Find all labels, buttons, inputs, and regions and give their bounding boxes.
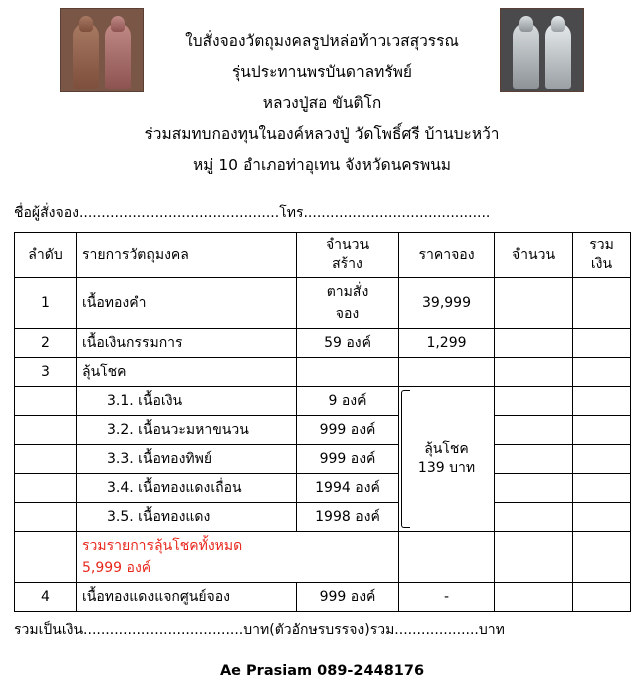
row31-total[interactable]: [573, 387, 631, 416]
header-no: ลำดับ: [15, 233, 77, 278]
row31-item: 3.1. เนื้อเงิน: [77, 387, 297, 416]
row2-total[interactable]: [573, 329, 631, 358]
title-line-2: รุ่นประทานพรบันดาลทรัพย์: [231, 63, 412, 81]
row32-qty[interactable]: [495, 416, 573, 445]
header-qty: จำนวน: [495, 233, 573, 278]
contact-info: Ae Prasiam 089-2448176: [219, 663, 425, 679]
row35-qty[interactable]: [495, 503, 573, 532]
table-header-row: [15, 233, 631, 278]
order-table: [14, 232, 631, 612]
row33-made: 999 องค์: [297, 445, 399, 474]
table-row: [15, 387, 631, 416]
row34-no: [15, 474, 77, 503]
lucky-draw-label-line2: 139 บาท: [417, 460, 476, 476]
table-row: [15, 358, 631, 387]
silver-amulet-photo: [500, 8, 584, 92]
summary-total[interactable]: [573, 532, 631, 583]
amulet-figure-right-a: [513, 23, 539, 89]
row4-total[interactable]: [573, 583, 631, 612]
row2-no: 2: [15, 329, 77, 358]
row33-no: [15, 445, 77, 474]
table-row: [15, 329, 631, 358]
row3-made: [297, 358, 399, 387]
row3-price: [399, 358, 495, 387]
summary-qty[interactable]: [495, 532, 573, 583]
lucky-total-line1: รวมรายการลุ้นโชคทั้งหมด: [82, 538, 243, 554]
table-row: [15, 503, 631, 532]
table-row: [15, 583, 631, 612]
row35-made: 1998 องค์: [297, 503, 399, 532]
row32-item: 3.2. เนื้อนวะมหาขนวน: [77, 416, 297, 445]
amulet-figure-left-b: [105, 23, 131, 89]
row31-qty[interactable]: [495, 387, 573, 416]
table-row: [15, 278, 631, 329]
row1-item: เนื้อทองคำ: [77, 278, 297, 329]
row1-qty[interactable]: [495, 278, 573, 329]
row32-made: 999 องค์: [297, 416, 399, 445]
header-made-line2: สร้าง: [332, 256, 363, 272]
row1-price: 39,999: [399, 278, 495, 329]
table-row: [15, 474, 631, 503]
row4-price: -: [399, 583, 495, 612]
header-made-line1: จำนวน: [325, 237, 370, 253]
row4-made: 999 องค์: [297, 583, 399, 612]
row34-total[interactable]: [573, 474, 631, 503]
row4-qty[interactable]: [495, 583, 573, 612]
title-line-3: หลวงปู่สอ ขันติโก: [262, 94, 382, 112]
header-total: [573, 233, 631, 278]
row3-no: 3: [15, 358, 77, 387]
row2-made: 59 องค์: [297, 329, 399, 358]
row33-qty[interactable]: [495, 445, 573, 474]
document-header: [0, 0, 644, 196]
row31-no: [15, 387, 77, 416]
row33-item: 3.3. เนื้อทองทิพย์: [77, 445, 297, 474]
summary-no: [15, 532, 77, 583]
header-item: รายการวัตถุมงคล: [77, 233, 297, 278]
row34-qty[interactable]: [495, 474, 573, 503]
row1-no: 1: [15, 278, 77, 329]
title-line-5: หมู่ 10 อำเภอท่าอุเทน จังหวัดนครพนม: [192, 156, 452, 174]
row34-made: 1994 องค์: [297, 474, 399, 503]
header-total-line1: รวม: [589, 237, 614, 253]
row2-item: เนื้อเงินกรรมการ: [77, 329, 297, 358]
row1-made: [297, 278, 399, 329]
row3-qty[interactable]: [495, 358, 573, 387]
lucky-draw-label-line1: ลุ้นโชค: [424, 441, 469, 457]
row32-no: [15, 416, 77, 445]
bracket-shape: [401, 390, 410, 528]
row31-made: 9 องค์: [297, 387, 399, 416]
row2-qty[interactable]: [495, 329, 573, 358]
bronze-amulet-photo: [60, 8, 144, 92]
header-price: ราคาจอง: [399, 233, 495, 278]
row3-total[interactable]: [573, 358, 631, 387]
header-made: [297, 233, 399, 278]
row4-no: 4: [15, 583, 77, 612]
lucky-draw-price-cell: [399, 387, 495, 532]
row2-price: 1,299: [399, 329, 495, 358]
row4-item: เนื้อทองแดงแจกศูนย์จอง: [77, 583, 297, 612]
row3-item: ลุ้นโชค: [77, 358, 297, 387]
customer-name-phone-line: ชื่อผู้สั่งจอง.............................................โทร..........................................: [14, 205, 491, 221]
row35-no: [15, 503, 77, 532]
header-total-line2: เงิน: [590, 256, 613, 272]
row1-total[interactable]: [573, 278, 631, 329]
row32-total[interactable]: [573, 416, 631, 445]
row1-made-line1: ตามสั่ง: [326, 284, 369, 300]
row1-made-line2: จอง: [335, 306, 360, 322]
row35-total[interactable]: [573, 503, 631, 532]
lucky-total-line2: 5,999 องค์: [82, 560, 152, 576]
table-row: [15, 416, 631, 445]
title-line-4: ร่วมสมทบกองทุนในองค์หลวงปู่ วัดโพธิ์ศรี บ้านบะหว้า: [144, 125, 500, 143]
row35-item: 3.5. เนื้อทองแดง: [77, 503, 297, 532]
row33-total[interactable]: [573, 445, 631, 474]
total-amount-line: รวมเป็นเงิน....................................บาท(ตัวอักษรบรรจง)รวม...................บาท: [14, 622, 505, 638]
title-line-1: ใบสั่งจองวัตถุมงคลรูปหล่อท้าวเวสสุวรรณ: [185, 32, 459, 50]
table-row: [15, 445, 631, 474]
table-row: [15, 532, 631, 583]
summary-price: [399, 532, 495, 583]
amulet-figure-right-b: [545, 23, 571, 89]
amulet-figure-left-a: [73, 23, 99, 89]
row34-item: 3.4. เนื้อทองแดงเถื่อน: [77, 474, 297, 503]
lucky-total-text: [77, 532, 399, 583]
